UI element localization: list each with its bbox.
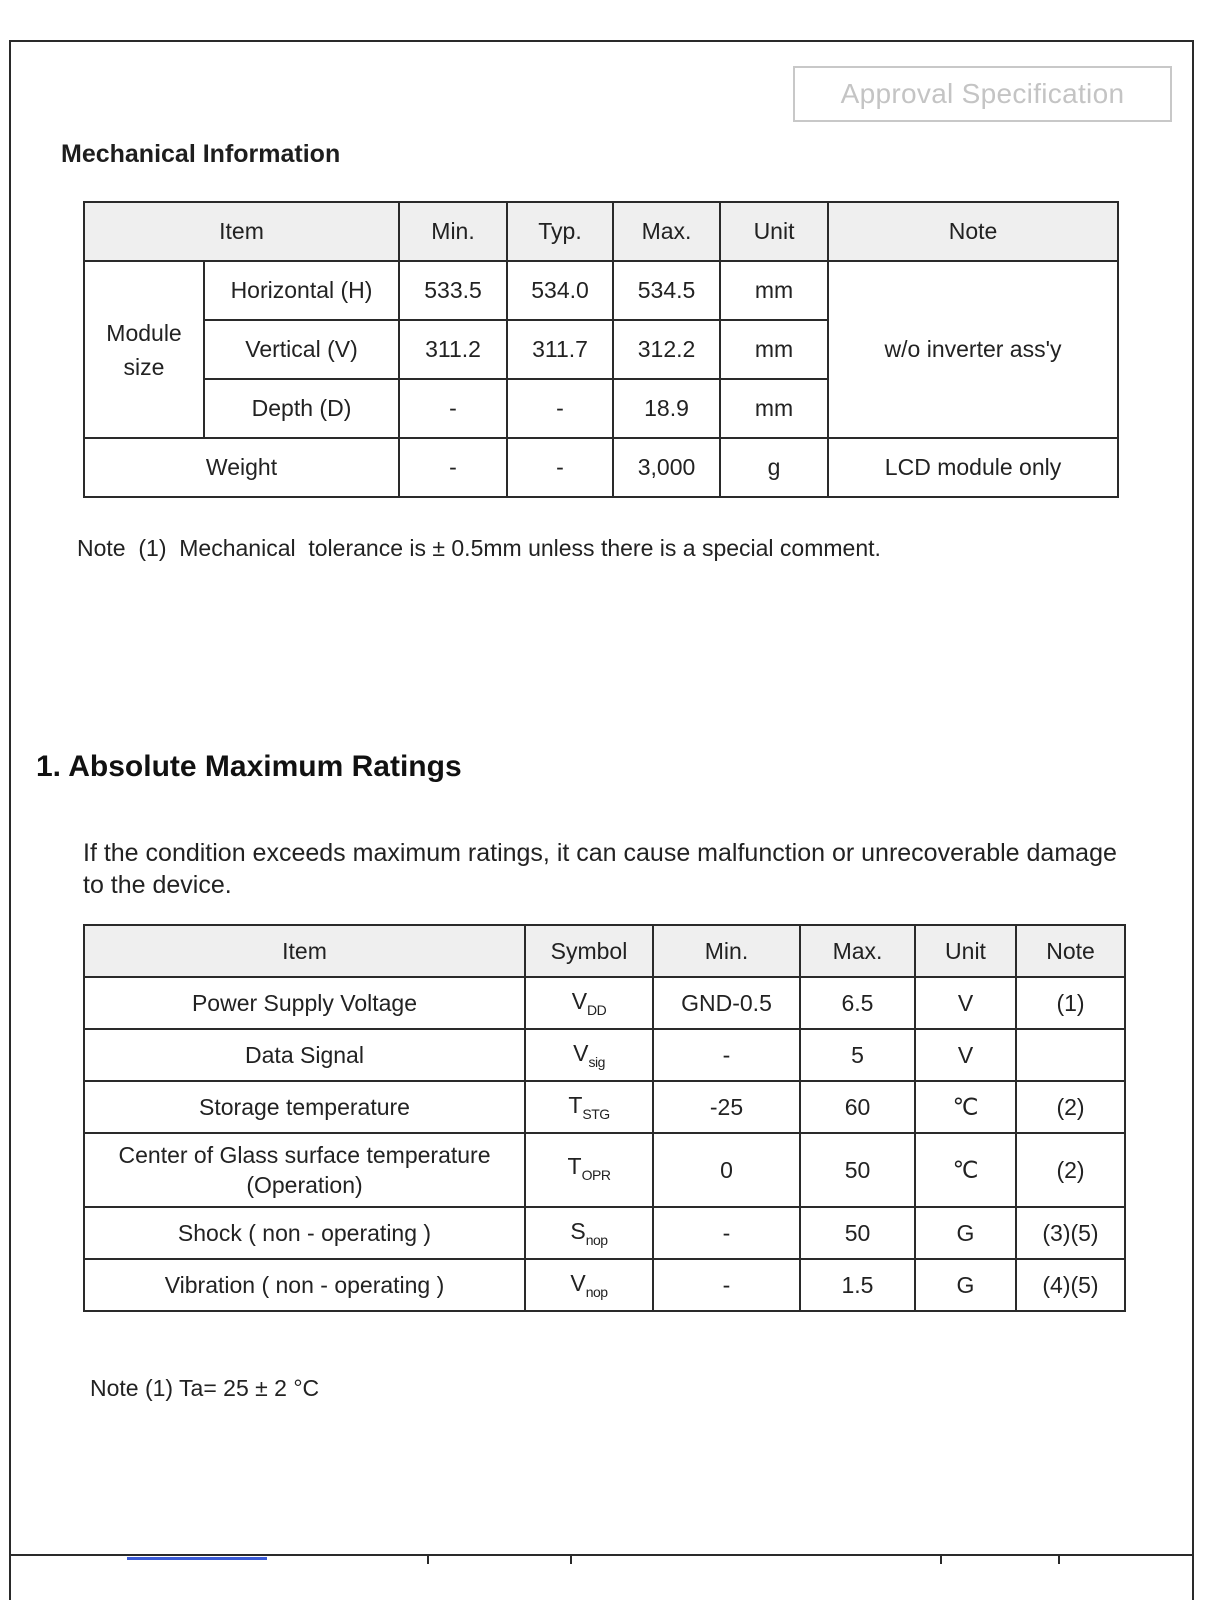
symbol-subscript: STG	[582, 1106, 610, 1122]
cell-typ: 311.7	[507, 320, 613, 379]
cell-min: -25	[653, 1081, 800, 1133]
cell-min: -	[399, 438, 507, 497]
section-title: 1. Absolute Maximum Ratings	[36, 750, 462, 783]
cell-item: Weight	[84, 438, 399, 497]
cell-unit: V	[915, 977, 1016, 1029]
cell-min: 533.5	[399, 261, 507, 320]
cell-item: Power Supply Voltage	[84, 977, 525, 1029]
col-header-unit: Unit	[915, 925, 1016, 977]
cell-min: -	[653, 1029, 800, 1081]
cell-unit: G	[915, 1259, 1016, 1311]
cell-max: 534.5	[613, 261, 720, 320]
cell-symbol	[525, 1207, 653, 1259]
symbol-subscript: OPR	[581, 1166, 611, 1183]
table-row	[84, 977, 1125, 1029]
group-label-module-size: Module size	[84, 261, 204, 438]
cell-max: 5	[800, 1029, 915, 1081]
col-header-item: Item	[84, 925, 525, 977]
cell-symbol	[525, 1029, 653, 1081]
table-row	[84, 438, 1118, 497]
cell-max: 50	[800, 1133, 915, 1207]
col-header-note: Note	[828, 202, 1118, 261]
cell-note: (2)	[1016, 1133, 1125, 1207]
cell-symbol	[525, 1081, 653, 1133]
table-row	[84, 1081, 1125, 1133]
ratings-intro: If the condition exceeds maximum ratings, it can cause malfunction or unrecoverable damage to the device.	[83, 839, 1117, 899]
approval-label: Approval Specification	[840, 78, 1125, 109]
cell-typ: -	[507, 438, 613, 497]
cell-unit: G	[915, 1207, 1016, 1259]
table-row	[84, 1207, 1125, 1259]
cell-item-line1: Center of Glass surface temperature	[118, 1142, 491, 1168]
symbol-main: V	[570, 1270, 586, 1296]
cell-symbol	[525, 977, 653, 1029]
table-row	[84, 1029, 1125, 1081]
col-header-item: Item	[84, 202, 399, 261]
cell-unit: mm	[720, 320, 828, 379]
col-header-unit: Unit	[720, 202, 828, 261]
cell-min: -	[653, 1259, 800, 1311]
cell-max: 3,000	[613, 438, 720, 497]
footer-tick	[427, 1556, 429, 1564]
cell-group-note: w/o inverter ass'y	[828, 261, 1118, 438]
symbol-main: T	[567, 1152, 582, 1179]
cell-typ: 534.0	[507, 261, 613, 320]
cell-item-line2: (Operation)	[246, 1172, 363, 1198]
cell-note: (3)(5)	[1016, 1207, 1125, 1259]
col-header-typ: Typ.	[507, 202, 613, 261]
cell-max: 1.5	[800, 1259, 915, 1311]
col-header-symbol: Symbol	[525, 925, 653, 977]
cell-unit: ℃	[915, 1133, 1016, 1207]
bottom-rule	[9, 1554, 1194, 1556]
cell-unit: V	[915, 1029, 1016, 1081]
symbol-main: V	[573, 1040, 589, 1066]
col-header-note: Note	[1016, 925, 1125, 977]
table-row	[84, 1133, 1125, 1207]
cell-min: 0	[653, 1133, 800, 1207]
footer-tick	[570, 1556, 572, 1564]
cell-max: 312.2	[613, 320, 720, 379]
cell-note: (2)	[1016, 1081, 1125, 1133]
cell-max: 6.5	[800, 977, 915, 1029]
cell-note	[1016, 1029, 1125, 1081]
cell-symbol	[525, 1133, 653, 1207]
cell-item: Horizontal (H)	[204, 261, 399, 320]
cell-item: Shock ( non - operating )	[84, 1207, 525, 1259]
table-row	[84, 261, 1118, 320]
cell-symbol	[525, 1259, 653, 1311]
symbol-subscript: nop	[585, 1232, 608, 1248]
approval-stamp	[793, 66, 1172, 122]
cell-item	[84, 1133, 525, 1207]
cell-typ: -	[507, 379, 613, 438]
symbol-subscript: sig	[588, 1054, 605, 1070]
ratings-table	[83, 924, 1126, 1312]
cell-item: Vibration ( non - operating )	[84, 1259, 525, 1311]
cell-note: (4)(5)	[1016, 1259, 1125, 1311]
cell-item: Data Signal	[84, 1029, 525, 1081]
symbol-subscript: DD	[587, 1002, 607, 1018]
ratings-footnote: Note (1) Ta= 25 ± 2 °C	[90, 1375, 320, 1401]
cell-note: LCD module only	[828, 438, 1118, 497]
symbol-main: V	[571, 988, 588, 1014]
cell-max: 18.9	[613, 379, 720, 438]
cell-min: -	[399, 379, 507, 438]
col-header-max: Max.	[613, 202, 720, 261]
cell-unit: g	[720, 438, 828, 497]
cell-note: (1)	[1016, 977, 1125, 1029]
mechanical-title: Mechanical Information	[61, 140, 341, 168]
cell-item: Vertical (V)	[204, 320, 399, 379]
cell-max: 60	[800, 1081, 915, 1133]
cell-item: Depth (D)	[204, 379, 399, 438]
table-header-row	[84, 202, 1118, 261]
cell-item: Storage temperature	[84, 1081, 525, 1133]
cell-min: -	[653, 1207, 800, 1259]
mechanical-table	[83, 201, 1119, 498]
mechanical-footnote: Note (1) Mechanical tolerance is ± 0.5mm unless there is a special comment.	[77, 535, 881, 561]
col-header-min: Min.	[399, 202, 507, 261]
symbol-main: T	[568, 1092, 583, 1118]
cell-unit: mm	[720, 261, 828, 320]
table-row	[84, 1259, 1125, 1311]
symbol-main: S	[570, 1218, 586, 1244]
cell-unit: ℃	[915, 1081, 1016, 1133]
symbol-subscript: nop	[585, 1284, 608, 1300]
cell-max: 50	[800, 1207, 915, 1259]
col-header-max: Max.	[800, 925, 915, 977]
col-header-min: Min.	[653, 925, 800, 977]
cell-min: GND-0.5	[653, 977, 800, 1029]
cell-min: 311.2	[399, 320, 507, 379]
cell-unit: mm	[720, 379, 828, 438]
footer-tick	[1058, 1556, 1060, 1564]
footer-blue-mark	[127, 1557, 267, 1560]
footer-tick	[940, 1556, 942, 1564]
table-header-row	[84, 925, 1125, 977]
